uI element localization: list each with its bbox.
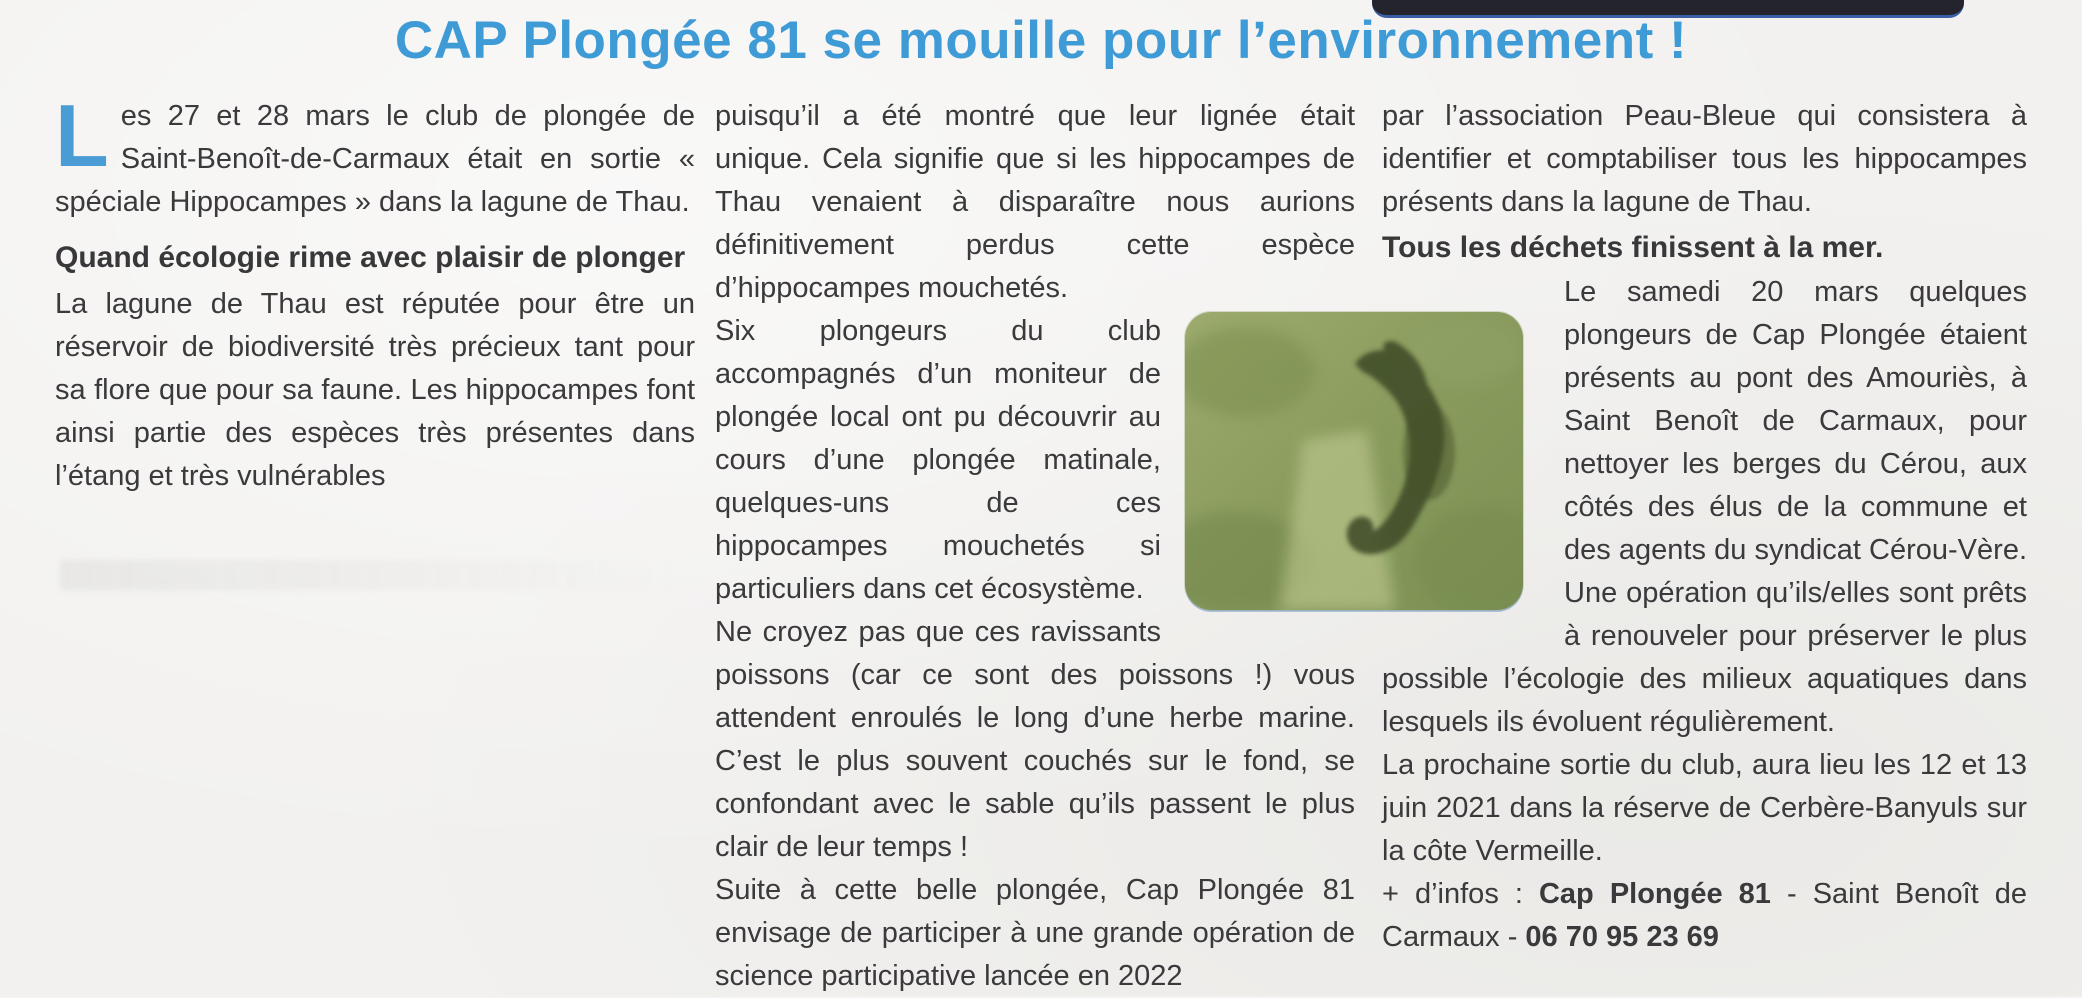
paragraph: par l’association Peau-Bleue qui consistera à identifier et comptabiliser tous les hippocampes présents dans la lagune de Thau.	[1382, 100, 2027, 218]
paragraph: puisqu’il a été montré que leur lignée était unique. Cela signifie que si les hippocampes de Thau venaient à disparaître nous aurions définitivement perdus cette espèce d’hippocampes mouchetés.	[715, 100, 1355, 304]
column-1	[55, 86, 695, 498]
lead-paragraph-text: es 27 et 28 mars le club de plongée de Saint-Benoît-de-Carmaux était en sortie « spéciale Hippocampes » dans la lagune de Thau.	[55, 100, 695, 218]
seahorse-photo	[1185, 312, 1523, 610]
paragraph: Suite à cette belle plongée, Cap Plongée 81 envisage de participer à une grande opération de science participative lancée en 2022	[715, 874, 1355, 992]
article-title: CAP Plongée 81 se mouille pour l’environnement !	[394, 11, 1688, 70]
paragraph: La lagune de Thau est réputée pour être un réservoir de biodiversité très précieux tant pour sa flore que pour sa faune. Les hippocampes font ainsi partie des espèces très présentes dans l’étang et très vulnérables	[55, 288, 695, 492]
underwater-photo-graphic	[1185, 312, 1523, 610]
paragraph: La prochaine sortie du club, aura lieu les 12 et 13 juin 2021 dans la réserve de Cerbère-Banyuls sur la côte Vermeille.	[1382, 749, 2027, 867]
paragraph: Ne croyez pas que ces ravissants poissons (car ce sont des poissons !) vous attendent enroulés le long d’une herbe marine. C’est le plus souvent couchés sur le fond, se confondant avec le sable qu’ils passent le plus clair de leur temps !	[715, 616, 1355, 863]
contact-line	[1382, 873, 2027, 959]
paragraph: Le samedi 20 mars quelques plongeurs de Cap Plongée étaient présents au pont des Amouriès, à Saint Benoît de Carmaux, pour nettoyer les berges du Cérou, aux côtés des élus de la commune et des agents du syndicat Cérou-Vère. Une opération qu’ils/elles sont prêts à renouveler pour préserver le plus possible l’écologie des milieux aquatiques dans lesquels ils évoluent régulièrement.	[1382, 276, 2027, 738]
subheading-ecologie: Quand écologie rime avec plaisir de plonger	[55, 241, 686, 274]
subheading-dechets: Tous les déchets finissent à la mer.	[1382, 231, 1884, 264]
contact-phone: 06 70 95 23 69	[1525, 921, 1719, 953]
contact-club-name: Cap Plongée 81	[1538, 878, 1771, 910]
drop-cap: L	[55, 86, 109, 185]
lead-paragraph	[55, 86, 695, 224]
contact-prefix: + d’infos :	[1382, 878, 1539, 910]
paper-bleed-ghost	[60, 560, 680, 590]
paragraph: Six plongeurs du club accompagnés d’un moniteur de plongée local ont pu découvrir au cours d’une plongée matinale, quelques-uns de ces hippocampes mouchetés si particuliers dans cet écosystème.	[715, 315, 1161, 605]
contact-middle: - Saint Benoît de Carmaux -	[1382, 878, 2027, 953]
